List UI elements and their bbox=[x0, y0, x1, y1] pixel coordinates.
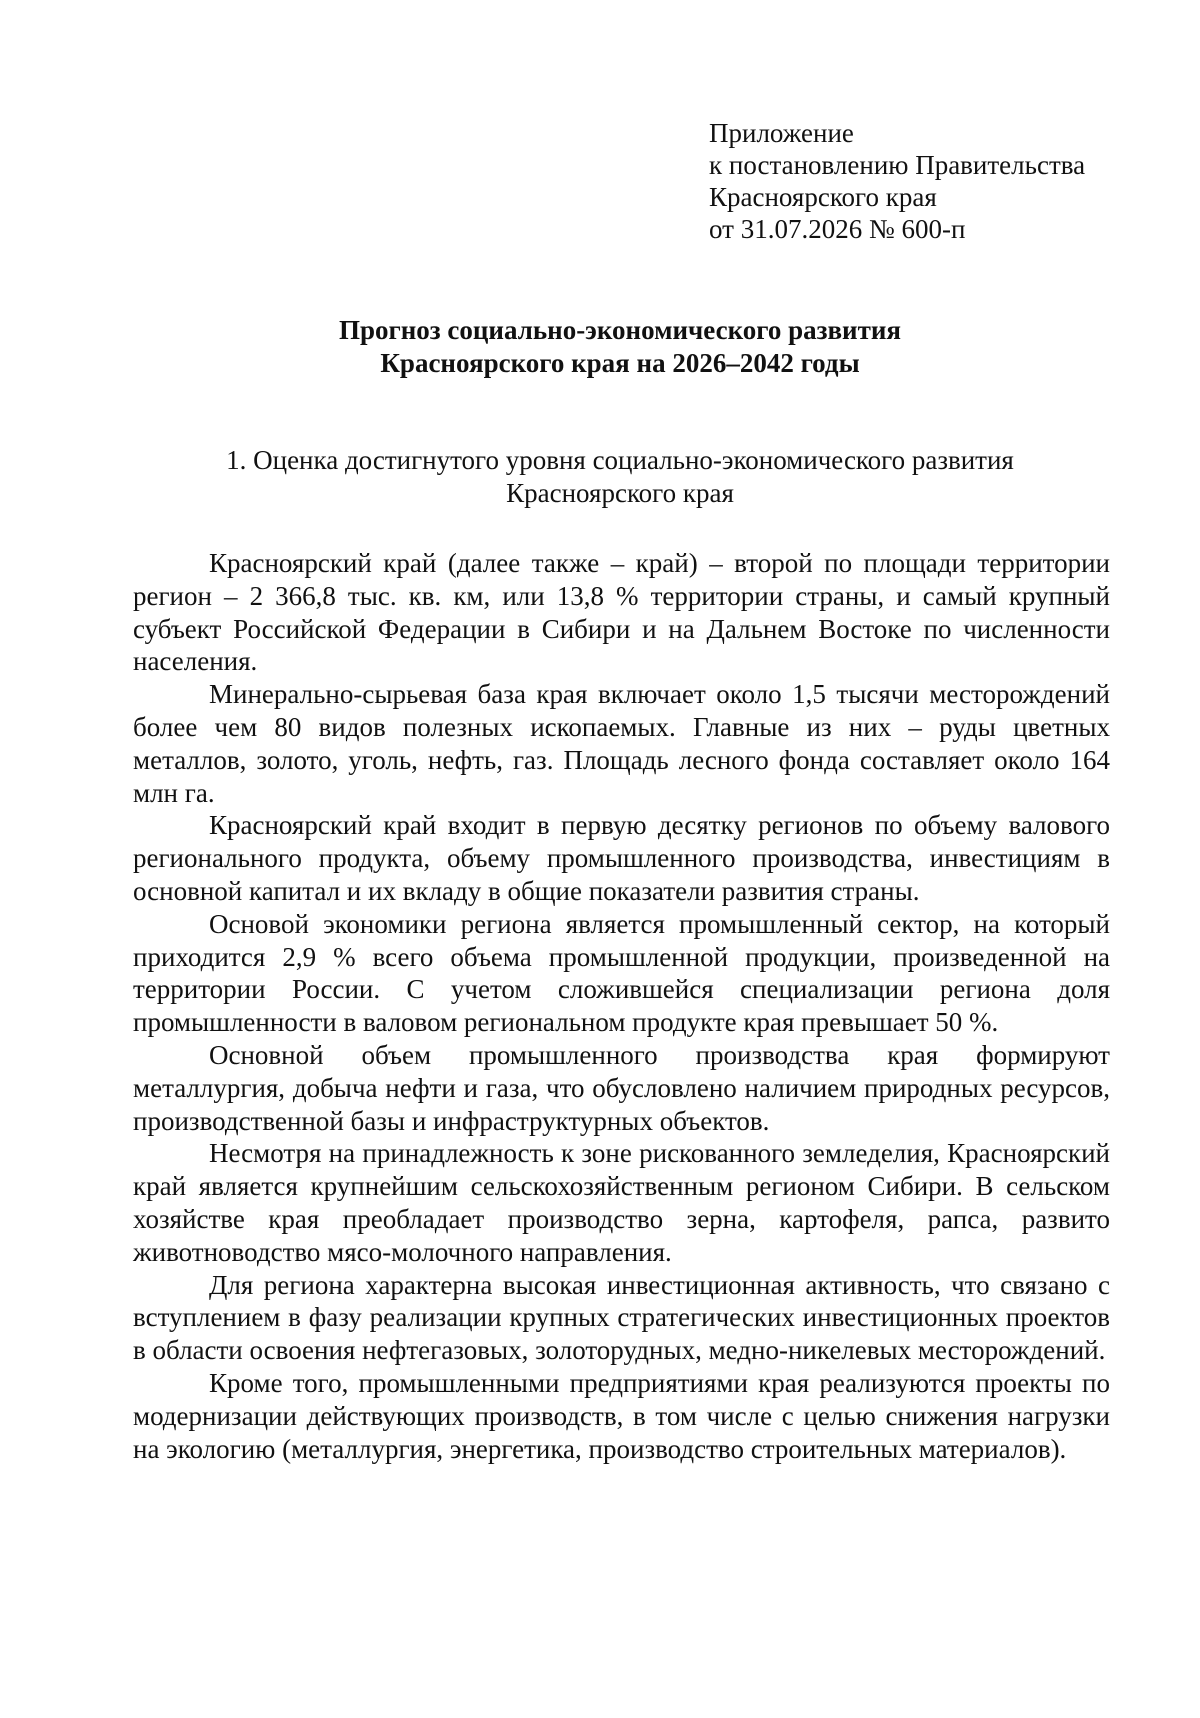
appendix-block bbox=[709, 117, 1085, 245]
section-heading bbox=[0, 444, 1200, 510]
document-title bbox=[0, 314, 1200, 380]
section-heading-line-2: Красноярского края bbox=[506, 478, 734, 508]
paragraph: Для региона характерна высокая инвестиционная активность, что связано с вступлением в фазу реализации крупных стратегических инвестиционных проектов в области освоения нефтегазовых, золоторудных, медно-никелевых месторождений. bbox=[133, 1269, 1110, 1366]
paragraph: Несмотря на принадлежность к зоне рискованного земледелия, Красноярский край является крупнейшим сельскохозяйственным регионом Сибири. В сельском хозяйстве края преобладает производство зерна, картофеля, рапса, развито животноводство мясо-молочного направления. bbox=[133, 1138, 1110, 1267]
appendix-line-4: от 31.07.2026 № 600-п bbox=[709, 214, 966, 244]
paragraph: Минерально-сырьевая база края включает около 1,5 тысячи месторождений более чем 80 видов полезных ископаемых. Главные из них – руды цветных металлов, золото, уголь, нефть, газ. Площадь лесного фонда составляет около 164 млн га. bbox=[133, 679, 1110, 808]
paragraph: Кроме того, промышленными предприятиями края реализуются проекты по модернизации действующих производств, в том числе с целью снижения нагрузки на экологию (металлургия, энергетика, производство строительных материалов). bbox=[133, 1367, 1110, 1464]
section-heading-line-1: 1. Оценка достигнутого уровня социально-экономического развития bbox=[226, 445, 1014, 475]
document-title-line-1: Прогноз социально-экономического развития bbox=[338, 315, 902, 345]
paragraph: Основной объем промышленного производства края формируют металлургия, добыча нефти и газа, что обусловлено наличием природных ресурсов, производственной базы и инфраструктурных объектов. bbox=[133, 1039, 1110, 1136]
paragraph: Красноярский край входит в первую десятку регионов по объему валового регионального продукта, объему промышленного производства, инвестициям в основной капитал и их вкладу в общие показатели развития страны. bbox=[133, 810, 1110, 906]
appendix-line-1: Приложение bbox=[709, 118, 854, 148]
appendix-line-3: Красноярского края bbox=[709, 182, 937, 212]
paragraph: Основой экономики региона является промышленный сектор, на который приходится 2,9 % всего объема промышленной продукции, произведенной на территории России. С учетом сложившейся специализации региона доля промышленности в валовом региональном продукте края превышает 50 %. bbox=[133, 908, 1110, 1038]
document-title-line-2: Красноярского края на 2026–2042 годы bbox=[380, 348, 860, 378]
appendix-line-2: к постановлению Правительства bbox=[709, 150, 1086, 180]
body-text bbox=[133, 547, 1110, 1465]
paragraph: Красноярский край (далее также – край) – второй по площади территории регион – 2 366,8 тыс. кв. км, или 13,8 % территории страны, и самый крупный субъект Российской Федерации в Сибири и на Дальнем Востоке по численности населения. bbox=[133, 548, 1110, 677]
